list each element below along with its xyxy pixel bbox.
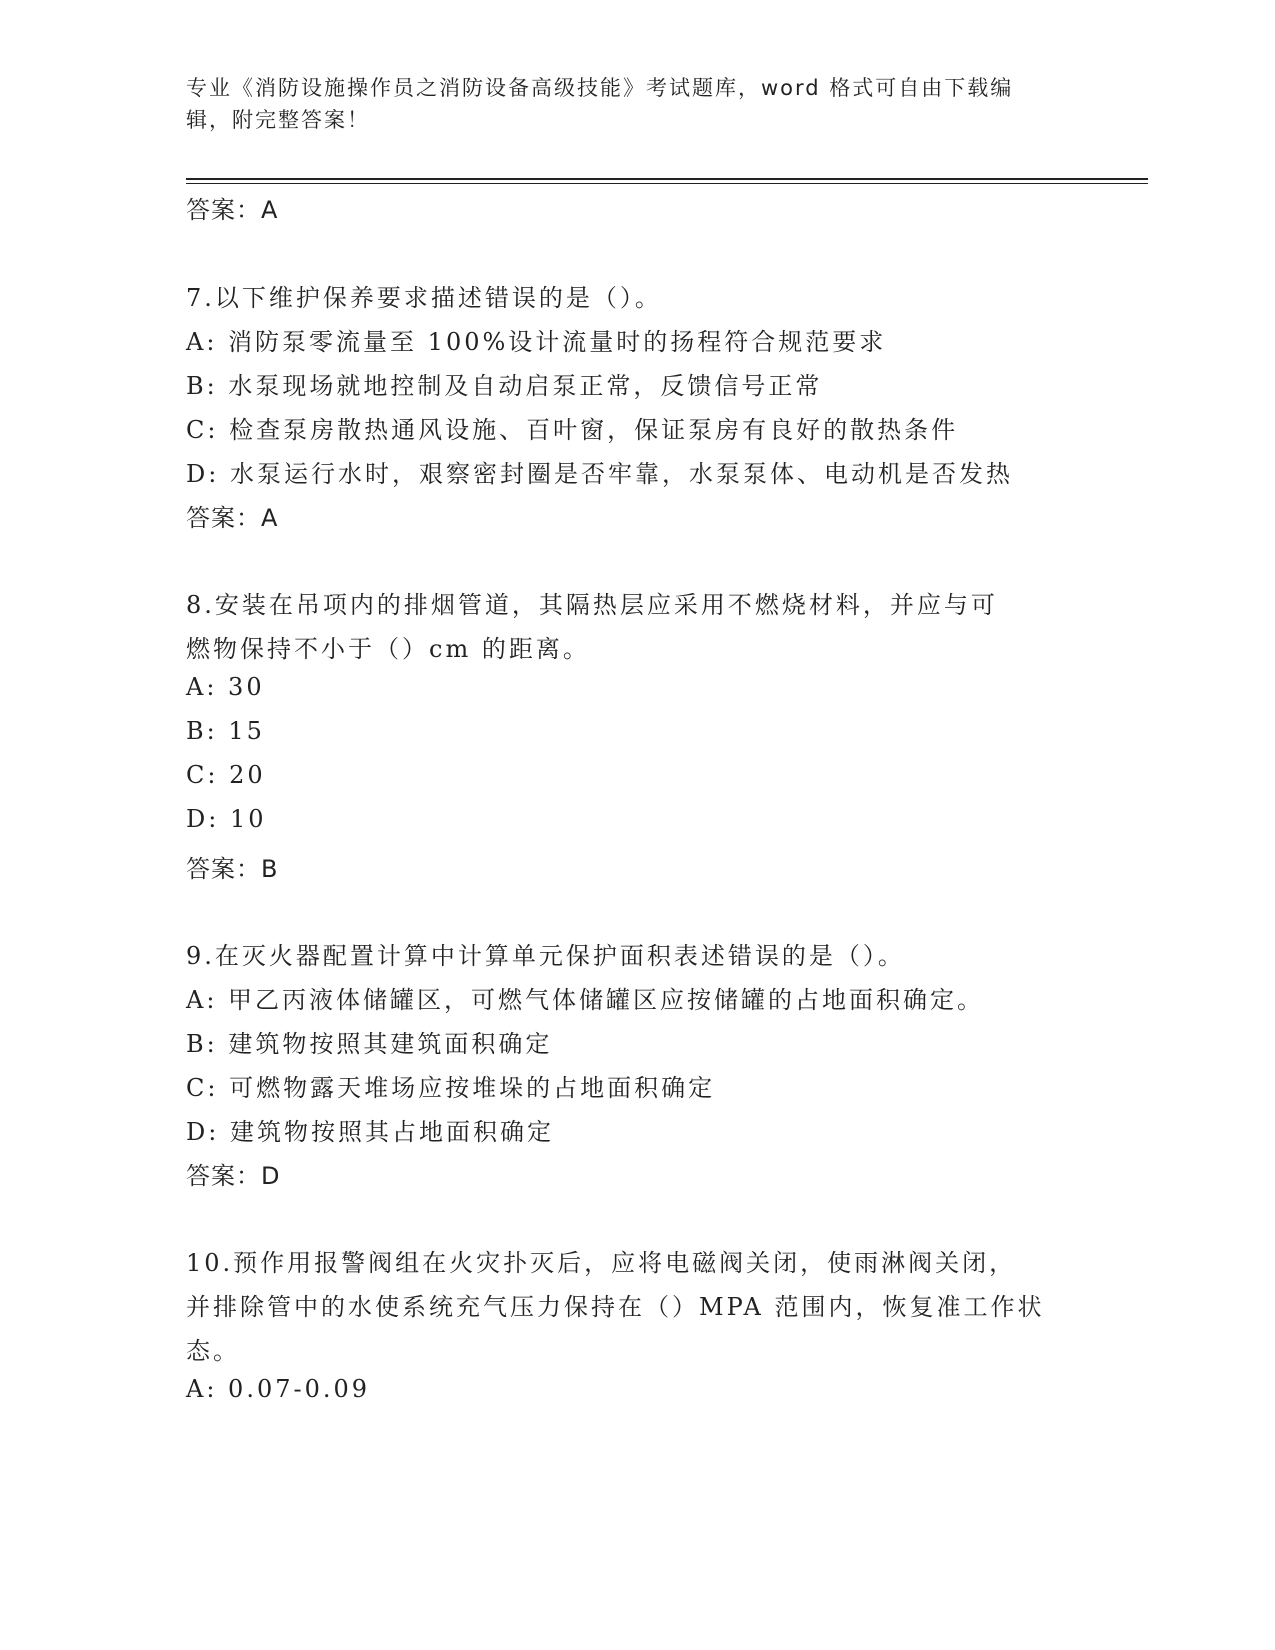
question-7-option-d: D: 水泵运行水时，艰察密封圈是否牢靠，水泵泵体、电动机是否发热 xyxy=(186,460,1013,488)
question-8-option-d: D: 10 xyxy=(186,805,267,833)
header-rule-thick xyxy=(186,178,1148,180)
header-line-2: 辑，附完整答案！ xyxy=(186,108,370,132)
question-9-option-c: C: 可燃物露天堆场应按堆垛的占地面积确定 xyxy=(186,1074,716,1102)
answer-prev: 答案：A xyxy=(186,196,279,224)
question-9-answer: 答案：D xyxy=(186,1162,281,1190)
question-9-text: 9.在灭火器配置计算中计算单元保护面积表述错误的是（）。 xyxy=(186,942,905,970)
question-7-option-c: C: 检查泵房散热通风设施、百叶窗，保证泵房有良好的散热条件 xyxy=(186,416,959,444)
question-8-option-c: C: 20 xyxy=(186,761,266,789)
question-10-text-line-3: 态。 xyxy=(186,1337,240,1365)
question-8-text-line-1: 8.安装在吊项内的排烟管道，其隔热层应采用不燃烧材料，并应与可 xyxy=(186,591,998,619)
question-8-text-line-2: 燃物保持不小于（）cm 的距离。 xyxy=(186,635,590,663)
document-header xyxy=(186,72,1086,136)
question-8-answer: 答案：B xyxy=(186,855,279,883)
question-10-option-a: A: 0.07-0.09 xyxy=(186,1375,371,1403)
question-10-text-line-1: 10.预作用报警阀组在火灾扑灭后，应将电磁阀关闭，使雨淋阀关闭， xyxy=(186,1249,1017,1277)
question-9-option-d: D: 建筑物按照其占地面积确定 xyxy=(186,1118,554,1146)
question-10-text-line-2: 并排除管中的水使系统充气压力保持在（）MPA 范围内，恢复准工作状 xyxy=(186,1293,1045,1321)
question-8-option-a: A: 30 xyxy=(186,673,265,701)
question-7-answer: 答案：A xyxy=(186,504,279,532)
question-9-option-a: A: 甲乙丙液体储罐区，可燃气体储罐区应按储罐的占地面积确定。 xyxy=(186,986,985,1014)
question-7-text: 7.以下维护保养要求描述错误的是（）。 xyxy=(186,284,662,312)
header-rule-thin xyxy=(186,183,1148,184)
question-7-option-a: A: 消防泵零流量至 100%设计流量时的扬程符合规范要求 xyxy=(186,328,887,356)
header-line-1: 专业《消防设施操作员之消防设备高级技能》考试题库，word 格式可自由下载编 xyxy=(186,76,1014,100)
question-8-option-b: B: 15 xyxy=(186,717,265,745)
question-9-option-b: B: 建筑物按照其建筑面积确定 xyxy=(186,1030,553,1058)
question-7-option-b: B: 水泵现场就地控制及自动启泵正常，反馈信号正常 xyxy=(186,372,823,400)
